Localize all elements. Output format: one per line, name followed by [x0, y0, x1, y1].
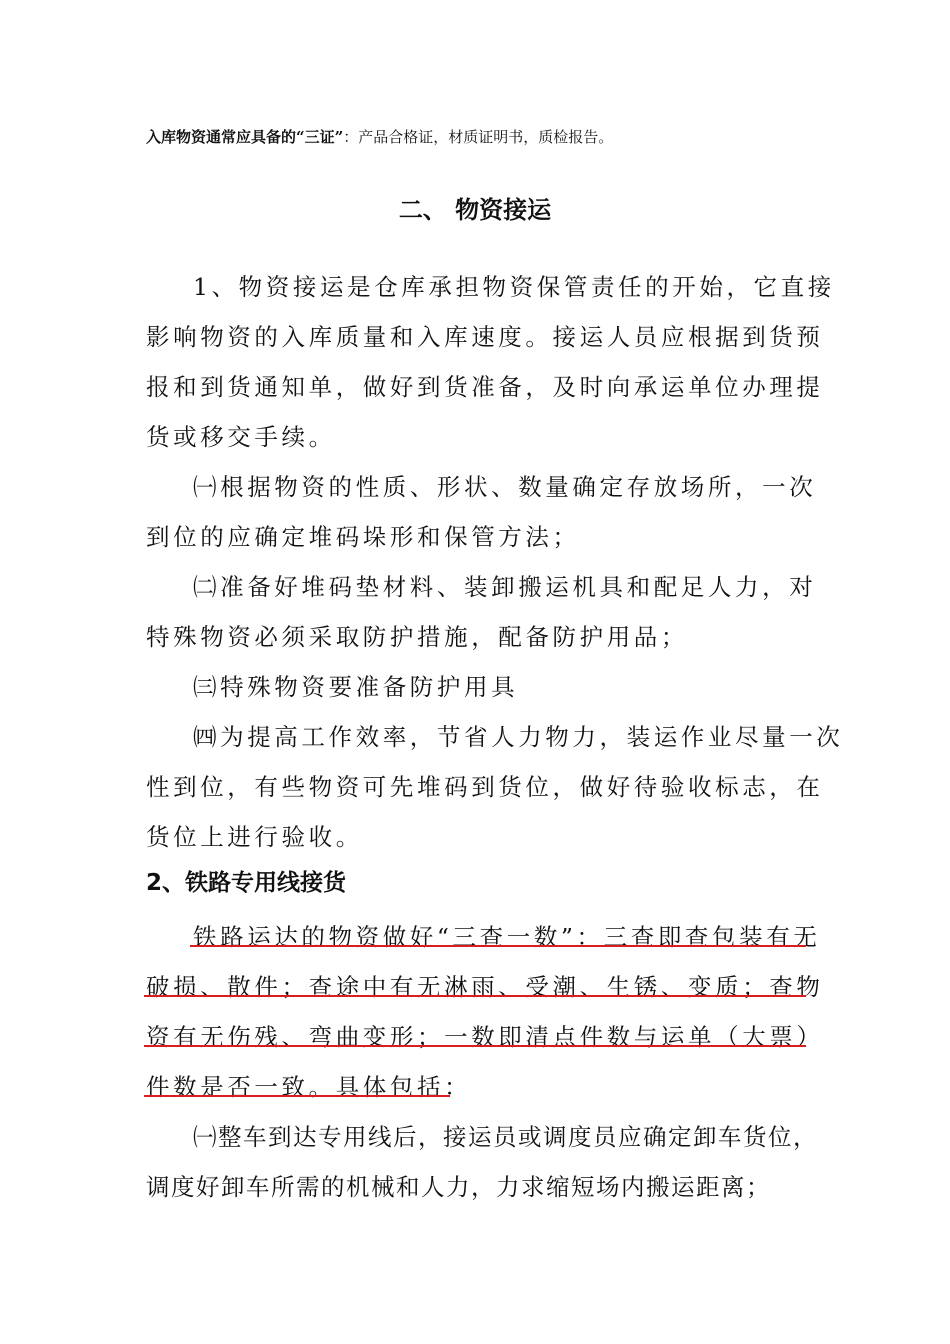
item2-line-2: 特殊物资必须采取防护措施，配备防护用品； — [146, 623, 688, 651]
note-line — [146, 126, 613, 147]
item4-line-1: ㈣为提高工作效率，节省人力物力，装运作业尽量一次 — [193, 723, 844, 751]
para2-line-1: 铁路运达的物资做好“三查一数”：三查即查包装有无 — [193, 923, 821, 951]
para1-line-4: 货或移交手续。 — [146, 423, 336, 451]
para2-line-3: 资有无伤残、弯曲变形；一数即清点件数与运单（大票） — [146, 1023, 824, 1051]
note-rest: ：产品合格证，材质证明书，质检报告。 — [343, 128, 614, 146]
item3-line-1: ㈢特殊物资要准备防护用具 — [193, 673, 519, 701]
para2-line-4: 件数是否一致。具体包括： — [146, 1073, 472, 1101]
note-bold: 入库物资通常应具备的“三证” — [146, 128, 344, 146]
item5-line-1: ㈠整车到达专用线后，接运员或调度员应确定卸车货位， — [193, 1123, 818, 1151]
para1-line-3: 报和到货通知单，做好到货准备，及时向承运单位办理提 — [146, 373, 824, 401]
item5-line-2: 调度好卸车所需的机械和人力，力求缩短场内搬运距离； — [146, 1173, 771, 1201]
para1-line-1: 1、物资接运是仓库承担物资保管责任的开始，它直接 — [193, 273, 835, 301]
section-title: 二、 物资接运 — [398, 196, 552, 224]
para1-line-2: 影响物资的入库质量和入库速度。接运人员应根据到货预 — [146, 323, 824, 351]
item4-line-3: 货位上进行验收。 — [146, 823, 363, 851]
para2-line-2: 破损、散件；查途中有无淋雨、受潮、生锈、变质；查物 — [146, 973, 824, 1001]
red-underline-1 — [190, 945, 806, 947]
red-underline-4 — [144, 1095, 450, 1097]
item2-line-1: ㈡准备好堆码垫材料、装卸搬运机具和配足人力，对 — [193, 573, 817, 601]
subheading: 2、铁路专用线接货 — [146, 870, 347, 896]
item1-line-1: ㈠根据物资的性质、形状、数量确定存放场所，一次 — [193, 473, 817, 501]
item1-line-2: 到位的应确定堆码垛形和保管方法； — [146, 523, 580, 551]
red-underline-3 — [144, 1045, 806, 1047]
item4-line-2: 性到位，有些物资可先堆码到货位，做好待验收标志，在 — [146, 773, 824, 801]
red-underline-2 — [144, 995, 806, 997]
